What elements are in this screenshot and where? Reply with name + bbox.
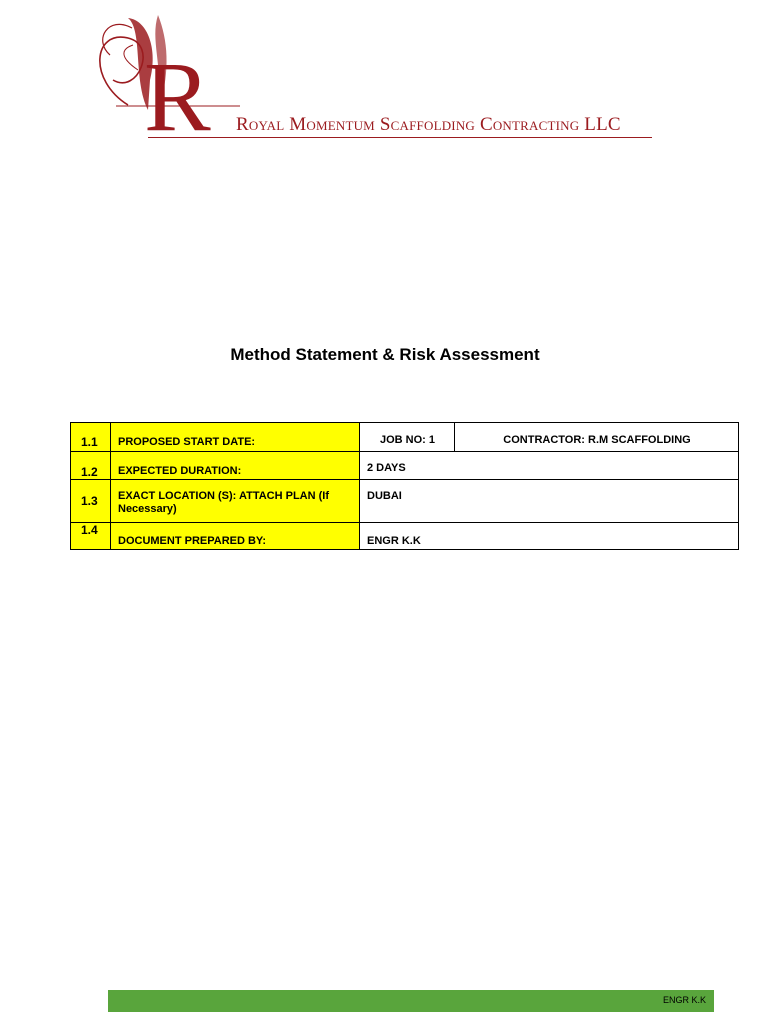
job-number: JOB NO: 1 <box>360 423 455 452</box>
row-number: 1.2 <box>71 452 111 480</box>
table-row <box>71 423 739 452</box>
document-title: Method Statement & Risk Assessment <box>230 345 540 364</box>
logo-letter: R <box>144 41 211 140</box>
table-row <box>71 452 739 480</box>
row-number: 1.4 <box>71 523 111 550</box>
project-info-table <box>70 422 739 550</box>
row-value: 2 DAYS <box>360 452 739 480</box>
footer-text: ENGR K.K <box>662 995 706 1005</box>
company-name: Royal Momentum Scaffolding Contracting LLC <box>236 114 621 135</box>
company-name-rule <box>148 137 652 138</box>
row-number: 1.1 <box>71 423 111 452</box>
table-row <box>71 523 739 550</box>
row-label: DOCUMENT PREPARED BY: <box>111 523 360 550</box>
row-value: DUBAI <box>360 480 739 523</box>
contractor: CONTRACTOR: R.M SCAFFOLDING <box>455 423 739 452</box>
row-label: EXPECTED DURATION: <box>111 452 360 480</box>
row-value: ENGR K.K <box>360 523 739 550</box>
table-row <box>71 480 739 523</box>
footer-bar <box>108 990 714 1012</box>
row-label: PROPOSED START DATE: <box>111 423 360 452</box>
row-label: EXACT LOCATION (S): ATTACH PLAN (If Necessary) <box>111 480 360 523</box>
row-number: 1.3 <box>71 480 111 523</box>
